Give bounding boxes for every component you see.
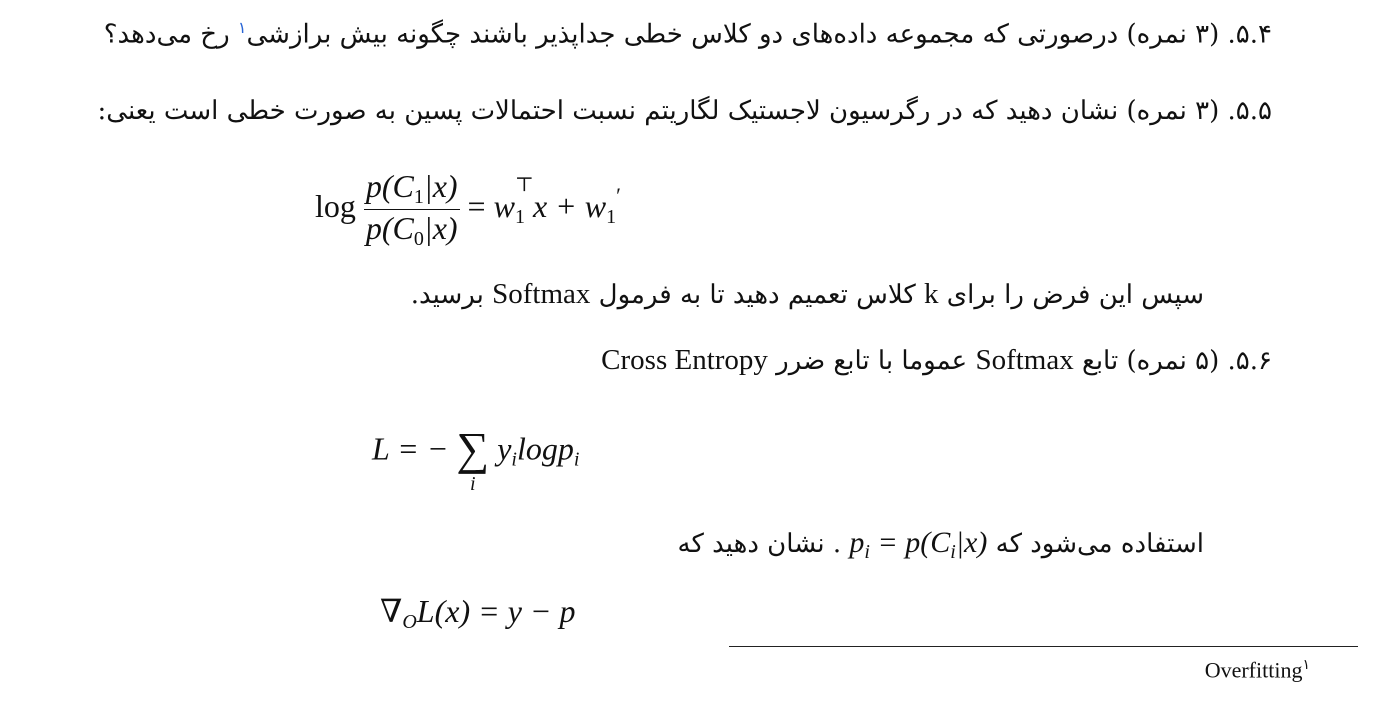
question-points: (۵ نمره) — [1126, 346, 1220, 376]
softmax-term: Softmax — [492, 278, 591, 310]
k-variable: k — [924, 278, 939, 310]
cross-entropy-equation: L = − ∑ i yilogpi — [372, 423, 580, 495]
softmax-term: Softmax — [975, 344, 1074, 376]
question-5-5 — [98, 98, 1272, 124]
question-number: ۵.۴. — [1227, 19, 1272, 50]
linear-rhs: w ⊤ $_1$ $x + w_1'$ — [493, 173, 621, 228]
question-points: (۳ نمره) — [1126, 19, 1220, 50]
pi-definition: $p_i = p(C_i|x)$ — [849, 526, 988, 563]
equals-sign: = — [467, 187, 486, 224]
summation: ∑ i — [456, 423, 490, 495]
footnote-rule — [729, 646, 1358, 647]
footnote-text: Overfitting — [1204, 657, 1303, 683]
cross-entropy-term: Cross Entropy — [601, 344, 768, 376]
question-points: (۳ نمره) — [1126, 96, 1220, 126]
question-text: نشان دهید که در رگرسیون لاجستیک لگاریتم نسبت احتمالات پسین به صورت خطی است یعنی: — [97, 96, 1119, 126]
log-odds-equation — [315, 168, 621, 251]
fraction-denominator: $p(C_0|x)$ — [365, 210, 458, 250]
question-5-6: ۵.۶. (۵ نمره) تابع Softmax عموما با تابع ضرر Cross Entropy — [601, 344, 1272, 376]
fraction-numerator: $p(C_1|x)$ — [365, 168, 458, 208]
question-5-4 — [104, 20, 1272, 48]
log-operator: log — [315, 187, 356, 224]
question-text: درصورتی که مجموعه داده‌های دو کلاس خطی جداپذیر باشند چگونه بیش برازشی — [246, 19, 1119, 50]
footnote — [1205, 657, 1310, 683]
question-5-5-followup: سپس این فرض را برای k کلاس تعمیم دهید تا به فرمول Softmax برسید. — [410, 278, 1204, 310]
question-number: ۵.۵. — [1227, 96, 1272, 126]
question-number: ۵.۶. — [1227, 346, 1272, 376]
gradient-equation: ∇OL(x) = y − p — [380, 593, 576, 633]
question-5-6-explanation: استفاده می‌شود که $p_i = p(C_i|x)$ . نشان دهید که — [677, 526, 1204, 563]
footnote-ref[interactable]: ۱ — [237, 18, 247, 37]
question-text-after: رخ می‌دهد؟ — [103, 19, 230, 50]
posterior-ratio-fraction — [364, 168, 460, 251]
footnote-mark: ۱ — [1302, 658, 1310, 673]
